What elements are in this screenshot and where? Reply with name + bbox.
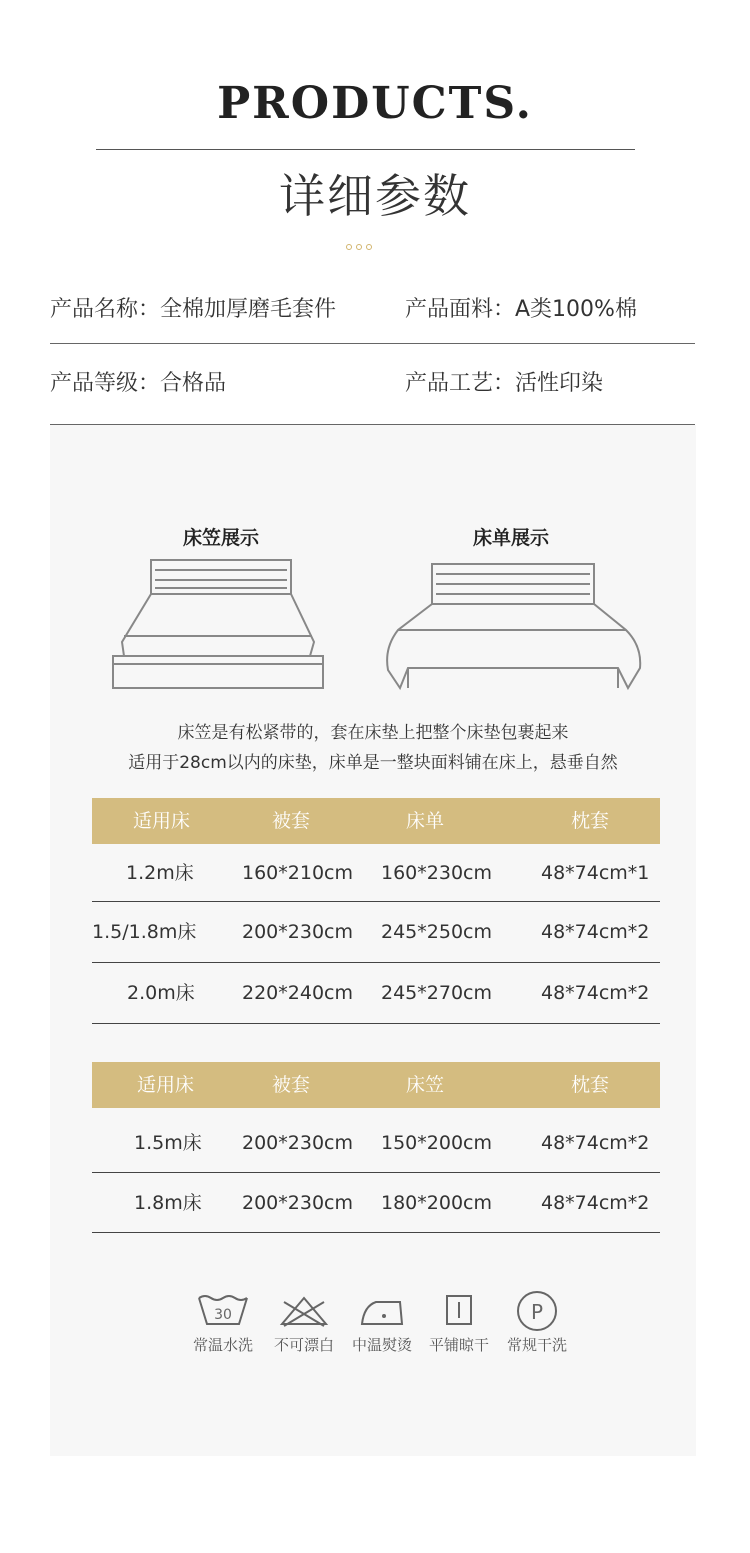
dry-flat-icon: [431, 1290, 487, 1332]
table-cell: 48*74cm*1: [541, 862, 650, 884]
table-cell: 200*230cm: [242, 921, 353, 943]
care-label: 常规干洗: [506, 1336, 567, 1354]
table-cell: 48*74cm*2: [541, 1132, 650, 1154]
column-header: 被套: [272, 1074, 311, 1096]
table-cell: 245*250cm: [381, 921, 492, 943]
care-item: [183, 1290, 263, 1355]
table-row: [92, 902, 660, 963]
dot: [366, 244, 372, 250]
column-header: 适用床: [137, 1074, 195, 1096]
care-item: [264, 1290, 344, 1355]
dot: [356, 244, 362, 250]
table-cell: 48*74cm*2: [541, 1192, 650, 1214]
spec-grade: 产品等级：合格品: [50, 371, 227, 396]
table-cell: 200*230cm: [242, 1132, 353, 1154]
table-cell: 200*230cm: [242, 1192, 353, 1214]
table-cell: 180*200cm: [381, 1192, 492, 1214]
table-cell: 220*240cm: [242, 982, 353, 1004]
table-cell: 1.8m床: [134, 1192, 202, 1214]
table-cell: 150*200cm: [381, 1132, 492, 1154]
section-title: 详细参数: [279, 169, 471, 223]
description-line: 适用于28cm以内的床垫，床单是一整块面料铺在床上，悬垂自然: [128, 753, 618, 773]
column-header: 枕套: [571, 1074, 610, 1096]
fitted-sheet-label: 床笠展示: [183, 527, 260, 549]
table-cell: 48*74cm*2: [541, 982, 650, 1004]
column-header: 床笠: [406, 1074, 445, 1096]
column-header: 床单: [406, 810, 445, 832]
flat-sheet-bed-illustration: [378, 560, 644, 692]
divider: [50, 343, 695, 344]
spec-fabric: 产品面料：A类100%棉: [405, 297, 637, 322]
spec-row: [50, 272, 695, 348]
page-title: PRODUCTS.: [217, 78, 533, 129]
decorative-dots: [346, 244, 372, 250]
column-header: 被套: [272, 810, 311, 832]
table-cell: 1.5m床: [134, 1132, 202, 1154]
sheet-size-table: [92, 798, 660, 1024]
fitted-size-table: [92, 1062, 660, 1233]
wash-temp-label: 30: [214, 1307, 232, 1323]
table-header: [92, 798, 660, 844]
dot: [346, 244, 352, 250]
column-header: 枕套: [571, 810, 610, 832]
table-cell: 2.0m床: [127, 982, 195, 1004]
table-row: [92, 963, 660, 1024]
care-label: 不可漂白: [273, 1336, 334, 1354]
table-cell: 48*74cm*2: [541, 921, 650, 943]
divider: [96, 149, 635, 150]
flat-sheet-label: 床单展示: [473, 527, 550, 549]
table-cell: 160*230cm: [381, 862, 492, 884]
column-header: 适用床: [133, 810, 191, 832]
care-label: 常温水洗: [192, 1336, 253, 1354]
dry-clean-symbol: P: [530, 1300, 544, 1324]
description-line: 床笠是有松紧带的，套在床垫上把整个床垫包裹起来: [177, 723, 569, 743]
care-item: [342, 1290, 422, 1355]
care-item: [419, 1290, 499, 1355]
spec-row: [50, 346, 695, 422]
iron-medium-icon: [354, 1290, 410, 1332]
table-row: [92, 1108, 660, 1173]
dry-clean-icon: [509, 1290, 565, 1332]
table-cell: 1.5/1.8m床: [92, 921, 197, 943]
no-bleach-icon: [276, 1290, 332, 1332]
table-row: [92, 844, 660, 902]
fitted-sheet-bed-illustration: [110, 556, 326, 692]
care-item: [497, 1290, 577, 1355]
wash-30-icon: [195, 1290, 251, 1332]
table-cell: 160*210cm: [242, 862, 353, 884]
table-header: [92, 1062, 660, 1108]
spec-product-name: 产品名称：全棉加厚磨毛套件: [50, 297, 337, 322]
care-label: 中温熨烫: [351, 1336, 412, 1354]
care-label: 平铺晾干: [428, 1336, 489, 1354]
table-cell: 1.2m床: [126, 862, 194, 884]
table-row: [92, 1173, 660, 1233]
table-cell: 245*270cm: [381, 982, 492, 1004]
spec-craft: 产品工艺：活性印染: [405, 371, 604, 396]
